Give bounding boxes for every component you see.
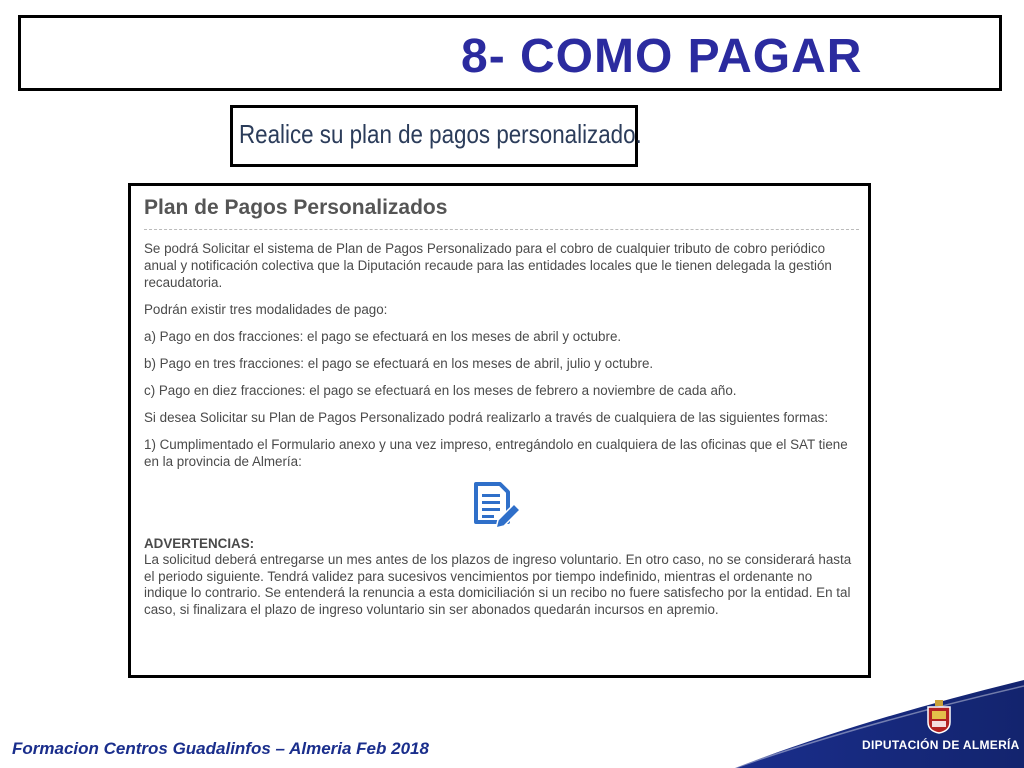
paragraph-option-a: a) Pago en dos fracciones: el pago se efectuará en los meses de abril y octubre. (144, 329, 622, 344)
form-edit-icon[interactable] (470, 480, 522, 532)
paragraph-intro: Se podrá Solicitar el sistema de Plan de Pagos Personalizado para el cobro de cualquier tributo de cobro periódico anual y notificación colectiva que la Diputación recaude para las entidades locales que le tienen delegada la gestión recaudatoria. (144, 241, 832, 290)
plan-pagos-panel (128, 183, 871, 678)
paragraph-modalidades: Podrán existir tres modalidades de pago: (144, 302, 388, 317)
footer-caption: Formacion Centros Guadalinfos – Almeria Feb 2018 (12, 739, 429, 758)
panel-heading: Plan de Pagos Personalizados (144, 196, 448, 219)
warnings-text: La solicitud deberá entregarse un mes antes de los plazos de ingreso voluntario. En otro caso, no se considerará hasta el periodo siguiente. Tendrá validez para sucesivos vencimientos por tiempo indefinido, mientras el ordenante no indique lo contrario. Se entenderá la renuncia a esta domiciliación si un recibo no fuere satisfecho por la entidad. En tal caso, si finalizara el plazo de ingreso voluntario sin ser abonados quedarán incursos en apremio. (144, 552, 852, 617)
paragraph-option-b: b) Pago en tres fracciones: el pago se efectuará en los meses de abril, julio y octubre. (144, 356, 654, 371)
subtitle-box (230, 105, 642, 167)
warnings-title: ADVERTENCIAS: (144, 536, 255, 551)
paragraph-option-c: c) Pago en diez fracciones: el pago se efectuará en los meses de febrero a noviembre de cada año. (144, 383, 737, 398)
subtitle-text: Realice su plan de pagos personalizado. (239, 119, 642, 149)
form-icon-row (144, 480, 859, 536)
paragraph-formas: Si desea Solicitar su Plan de Pagos Personalizado podrá realizarlo a través de cualquiera de las siguientes formas: (144, 410, 829, 425)
diputacion-crest-icon (926, 700, 952, 734)
slide-title: 8- COMO PAGAR (461, 30, 863, 83)
paragraph-formulario: 1) Cumplimentado el Formulario anexo y una vez impreso, entregándolo en cualquiera de las oficinas que el SAT tiene en la provincia de Almería: (144, 437, 848, 469)
footer-logo-text: DIPUTACIÓN DE ALMERÍA (862, 738, 1020, 752)
heading-divider (144, 229, 859, 230)
slide-title-box (18, 15, 1002, 91)
